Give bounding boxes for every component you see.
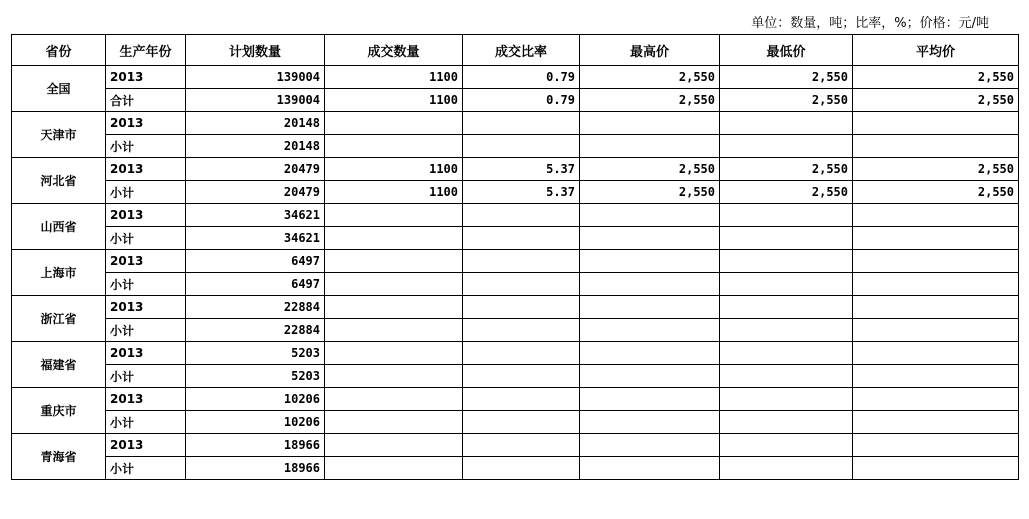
min-price-cell	[720, 342, 853, 365]
min-price-cell	[720, 434, 853, 457]
ratio-cell	[463, 342, 580, 365]
table-row	[12, 135, 1019, 158]
ratio-cell: 5.37	[463, 181, 580, 204]
planned-cell: 20479	[186, 181, 325, 204]
header-year: 生产年份	[106, 35, 186, 66]
year-cell: 合计	[106, 89, 186, 112]
header-min-price: 最低价	[720, 35, 853, 66]
min-price-cell	[720, 250, 853, 273]
ratio-cell	[463, 319, 580, 342]
traded-cell	[325, 135, 463, 158]
table-row	[12, 388, 1019, 411]
min-price-cell	[720, 388, 853, 411]
traded-cell	[325, 434, 463, 457]
avg-price-cell	[853, 296, 1019, 319]
header-max-price: 最高价	[580, 35, 720, 66]
avg-price-cell	[853, 273, 1019, 296]
year-cell: 小计	[106, 227, 186, 250]
traded-cell: 1100	[325, 89, 463, 112]
min-price-cell	[720, 227, 853, 250]
min-price-cell	[720, 204, 853, 227]
table-row	[12, 250, 1019, 273]
max-price-cell	[580, 388, 720, 411]
planned-cell: 10206	[186, 388, 325, 411]
year-cell: 小计	[106, 135, 186, 158]
planned-cell: 18966	[186, 457, 325, 480]
avg-price-cell	[853, 388, 1019, 411]
ratio-cell	[463, 227, 580, 250]
traded-cell	[325, 204, 463, 227]
traded-cell	[325, 388, 463, 411]
table-row	[12, 204, 1019, 227]
max-price-cell	[580, 112, 720, 135]
avg-price-cell	[853, 365, 1019, 388]
table-row	[12, 273, 1019, 296]
table-row	[12, 342, 1019, 365]
avg-price-cell	[853, 319, 1019, 342]
ratio-cell	[463, 411, 580, 434]
ratio-cell: 0.79	[463, 66, 580, 89]
ratio-cell: 0.79	[463, 89, 580, 112]
table-header-row	[12, 35, 1019, 66]
avg-price-cell: 2,550	[853, 89, 1019, 112]
table-row	[12, 296, 1019, 319]
traded-cell	[325, 112, 463, 135]
planned-cell: 10206	[186, 411, 325, 434]
planned-cell: 20148	[186, 135, 325, 158]
avg-price-cell	[853, 135, 1019, 158]
avg-price-cell	[853, 227, 1019, 250]
planned-cell: 139004	[186, 66, 325, 89]
ratio-cell	[463, 296, 580, 319]
year-cell: 2013	[106, 250, 186, 273]
header-ratio: 成交比率	[463, 35, 580, 66]
header-traded: 成交数量	[325, 35, 463, 66]
avg-price-cell	[853, 204, 1019, 227]
traded-cell	[325, 273, 463, 296]
max-price-cell: 2,550	[580, 181, 720, 204]
province-cell: 全国	[12, 66, 106, 112]
planned-cell: 22884	[186, 296, 325, 319]
ratio-cell	[463, 135, 580, 158]
max-price-cell	[580, 135, 720, 158]
min-price-cell: 2,550	[720, 181, 853, 204]
ratio-cell	[463, 457, 580, 480]
max-price-cell	[580, 273, 720, 296]
year-cell: 小计	[106, 273, 186, 296]
planned-cell: 139004	[186, 89, 325, 112]
table-row	[12, 66, 1019, 89]
year-cell: 2013	[106, 158, 186, 181]
header-avg-price: 平均价	[853, 35, 1019, 66]
year-cell: 2013	[106, 434, 186, 457]
max-price-cell: 2,550	[580, 66, 720, 89]
year-cell: 小计	[106, 457, 186, 480]
planned-cell: 20479	[186, 158, 325, 181]
planned-cell: 6497	[186, 250, 325, 273]
avg-price-cell	[853, 457, 1019, 480]
table-row	[12, 365, 1019, 388]
ratio-cell	[463, 112, 580, 135]
max-price-cell	[580, 434, 720, 457]
min-price-cell	[720, 319, 853, 342]
ratio-cell	[463, 204, 580, 227]
avg-price-cell: 2,550	[853, 181, 1019, 204]
min-price-cell: 2,550	[720, 89, 853, 112]
year-cell: 2013	[106, 342, 186, 365]
avg-price-cell: 2,550	[853, 158, 1019, 181]
table-row	[12, 319, 1019, 342]
max-price-cell	[580, 319, 720, 342]
trade-results-table	[11, 34, 1019, 480]
min-price-cell	[720, 273, 853, 296]
province-cell: 浙江省	[12, 296, 106, 342]
min-price-cell	[720, 457, 853, 480]
traded-cell	[325, 227, 463, 250]
table-row	[12, 112, 1019, 135]
planned-cell: 5203	[186, 342, 325, 365]
planned-cell: 22884	[186, 319, 325, 342]
province-cell: 上海市	[12, 250, 106, 296]
header-planned: 计划数量	[186, 35, 325, 66]
planned-cell: 5203	[186, 365, 325, 388]
traded-cell	[325, 411, 463, 434]
province-cell: 青海省	[12, 434, 106, 480]
planned-cell: 34621	[186, 227, 325, 250]
planned-cell: 18966	[186, 434, 325, 457]
table-row	[12, 181, 1019, 204]
planned-cell: 20148	[186, 112, 325, 135]
ratio-cell	[463, 434, 580, 457]
max-price-cell	[580, 296, 720, 319]
year-cell: 2013	[106, 204, 186, 227]
max-price-cell	[580, 204, 720, 227]
min-price-cell	[720, 112, 853, 135]
traded-cell	[325, 457, 463, 480]
min-price-cell	[720, 296, 853, 319]
max-price-cell: 2,550	[580, 89, 720, 112]
year-cell: 2013	[106, 66, 186, 89]
table-row	[12, 411, 1019, 434]
min-price-cell	[720, 135, 853, 158]
table-body	[12, 66, 1019, 480]
traded-cell	[325, 250, 463, 273]
planned-cell: 6497	[186, 273, 325, 296]
traded-cell	[325, 296, 463, 319]
traded-cell	[325, 342, 463, 365]
min-price-cell	[720, 365, 853, 388]
traded-cell	[325, 365, 463, 388]
year-cell: 小计	[106, 411, 186, 434]
traded-cell: 1100	[325, 66, 463, 89]
avg-price-cell	[853, 411, 1019, 434]
year-cell: 小计	[106, 181, 186, 204]
min-price-cell: 2,550	[720, 66, 853, 89]
ratio-cell	[463, 365, 580, 388]
ratio-cell	[463, 388, 580, 411]
table-row	[12, 457, 1019, 480]
traded-cell: 1100	[325, 181, 463, 204]
max-price-cell	[580, 250, 720, 273]
max-price-cell	[580, 411, 720, 434]
table-row	[12, 434, 1019, 457]
avg-price-cell	[853, 250, 1019, 273]
province-cell: 天津市	[12, 112, 106, 158]
avg-price-cell	[853, 112, 1019, 135]
year-cell: 2013	[106, 388, 186, 411]
table-row	[12, 227, 1019, 250]
max-price-cell	[580, 227, 720, 250]
max-price-cell	[580, 457, 720, 480]
ratio-cell	[463, 273, 580, 296]
ratio-cell	[463, 250, 580, 273]
year-cell: 2013	[106, 296, 186, 319]
province-cell: 福建省	[12, 342, 106, 388]
avg-price-cell: 2,550	[853, 66, 1019, 89]
max-price-cell: 2,550	[580, 158, 720, 181]
province-cell: 重庆市	[12, 388, 106, 434]
traded-cell	[325, 319, 463, 342]
max-price-cell	[580, 342, 720, 365]
unit-note: 单位：数量，吨；比率，%；价格：元/吨	[751, 16, 989, 31]
max-price-cell	[580, 365, 720, 388]
province-cell: 河北省	[12, 158, 106, 204]
header-province: 省份	[12, 35, 106, 66]
province-cell: 山西省	[12, 204, 106, 250]
year-cell: 小计	[106, 365, 186, 388]
min-price-cell	[720, 411, 853, 434]
ratio-cell: 5.37	[463, 158, 580, 181]
traded-cell: 1100	[325, 158, 463, 181]
year-cell: 小计	[106, 319, 186, 342]
avg-price-cell	[853, 434, 1019, 457]
min-price-cell: 2,550	[720, 158, 853, 181]
table-row	[12, 89, 1019, 112]
avg-price-cell	[853, 342, 1019, 365]
table-row	[12, 158, 1019, 181]
planned-cell: 34621	[186, 204, 325, 227]
year-cell: 2013	[106, 112, 186, 135]
